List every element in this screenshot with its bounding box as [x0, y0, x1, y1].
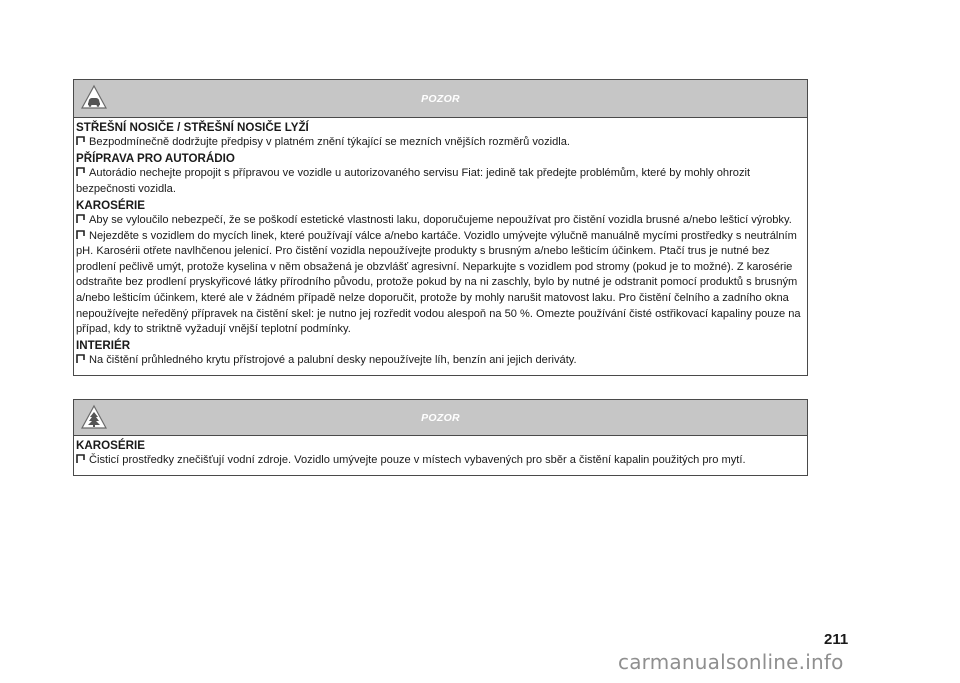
- paragraph-text: Na čištění průhledného krytu přístrojové a palubní desky nepoužívejte líh, benzín ani jejich deriváty.: [89, 354, 577, 367]
- bullet-icon: [76, 135, 86, 146]
- paragraph: [76, 213, 805, 229]
- paragraph-text: Aby se vyloučilo nebezpečí, že se poškodí estetické vlastnosti laku, doporučujeme nepoužívat pro čistění vozidla brusné a/nebo lešticí výrobky.: [89, 214, 792, 226]
- paragraph-text: Nejezděte s vozidlem do mycích linek, které používají válce a/nebo kartáče. Vozidlo umývejte výlučně manuálně mycími prostředky s neutrálním pH. Karosérii otřete navlhčenou jelenicí. Pro čistění vozidla nepoužívejte produkty s brusným a/nebo lešticím účinkem. Ptačí trus je nutné bez prodlení pečlivě umýt, protože kyselina v něm obsažená je obzvlášť agresivní. Neparkujte s vozidlem pod stromy (pokud je to možné). Z karosérie odstraňte bez prodlení pryskyřicové látky přírodního původu, protože pokud by na ni zaschly, bylo by nutné je odstranit pomocí produktů s brusným a/nebo lešticím účinkem, které ale v žádném případě nelze doporučit, protože by mohly narušit matovost laku. Pro čistění čelního a zadního okna nepoužívejte neředěný přípravek na čistění skel: je nutno jej rozředit vodou alespoň na 50 %. Omezte používání čisté ostřikovací kapaliny pouze na případ, kdy to striktně vyžadují vnější teplotní podmínky.: [76, 229, 801, 336]
- paragraph-text: Autorádio nechejte propojit s přípravou ve vozidle u autorizovaného servisu Fiat: jedině tak předejte problémům, které by mohly ohrozit bezpečnosti vozidla.: [76, 167, 751, 195]
- paragraph-text: Čisticí prostředky znečišťují vodní zdroje. Vozidlo umývejte pouze v místech vybavených pro sběr a čistění kapalin použitých pro mytí.: [89, 454, 746, 467]
- bullet-icon: [76, 166, 86, 177]
- section-heading: PŘÍPRAVA PRO AUTORÁDIO: [76, 152, 235, 165]
- warning-header: [74, 400, 807, 436]
- bullet-icon: [76, 229, 86, 240]
- section-heading: KAROSÉRIE: [76, 439, 145, 452]
- warning-title: POZOR: [421, 92, 460, 105]
- warning-content: [74, 118, 807, 369]
- section-heading: INTERIÉR: [76, 338, 131, 352]
- warning-content: [74, 436, 807, 469]
- paragraph: [76, 353, 805, 369]
- warning-title: POZOR: [421, 411, 460, 424]
- warning-header: [74, 80, 807, 118]
- bullet-icon: [76, 453, 86, 464]
- paragraph: [76, 135, 805, 151]
- warning-box-2: [73, 399, 808, 476]
- section-heading: KAROSÉRIE: [76, 198, 145, 212]
- page-number: 211: [824, 631, 849, 648]
- paragraph: [76, 453, 805, 469]
- paragraph-text: Bezpodmínečně dodržujte předpisy v platném znění týkající se mezních vnějších rozměrů vozidla.: [89, 136, 570, 149]
- paragraph: [76, 166, 805, 197]
- watermark: carmanualsonline.info: [618, 650, 844, 674]
- bullet-icon: [76, 353, 86, 364]
- section-heading: STŘEŠNÍ NOSIČE / STŘEŠNÍ NOSIČE LYŽÍ: [76, 121, 309, 134]
- bullet-icon: [76, 213, 86, 224]
- warning-box-1: [73, 79, 808, 376]
- paragraph: [76, 229, 805, 338]
